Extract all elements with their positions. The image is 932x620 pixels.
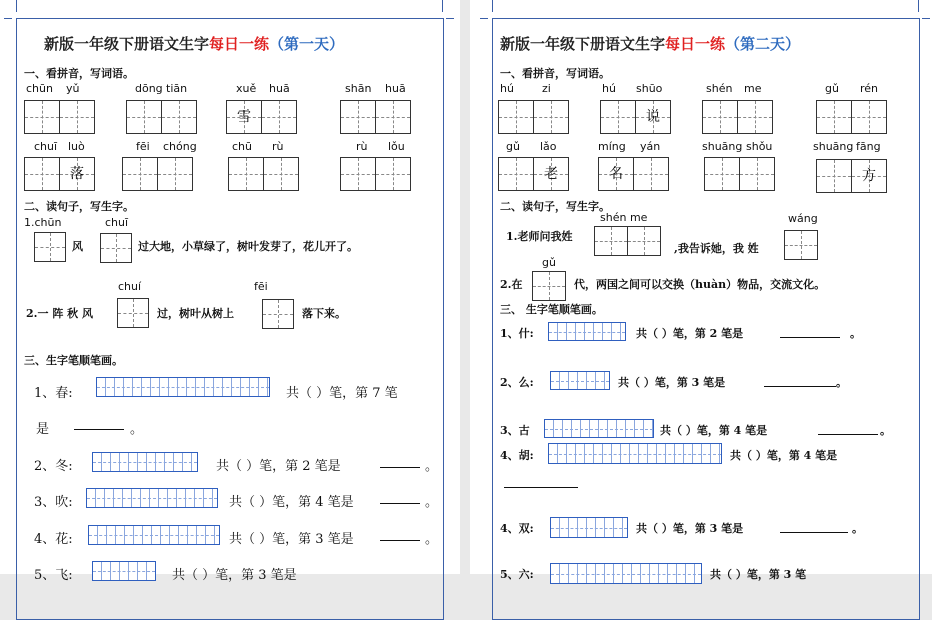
page-gap <box>460 0 470 574</box>
tianzi-grid[interactable] <box>117 298 149 328</box>
corner-mark <box>4 18 12 19</box>
stroke-question-text: 。 <box>836 376 847 389</box>
pinyin-label: rù <box>356 140 368 153</box>
corner-mark <box>446 18 454 19</box>
stroke-question-text: 共（ ）笔，第 4 笔是 <box>660 424 768 437</box>
pinyin-label: rù <box>272 140 284 153</box>
pinyin-label: hú <box>500 82 514 95</box>
stroke-order-boxes[interactable] <box>550 517 628 538</box>
tianzi-grid[interactable]: 说 <box>600 100 671 134</box>
stroke-question-text: 。 <box>880 424 891 437</box>
corner-mark <box>492 0 493 12</box>
stroke-question-text: 是 <box>36 422 50 437</box>
pinyin-label: shén <box>706 82 733 95</box>
answer-blank[interactable] <box>780 519 848 533</box>
section-heading-strokes: 三、生字笔顺笔画。 <box>24 354 123 367</box>
corner-mark <box>442 0 443 12</box>
section-heading-strokes: 三、 生字笔顺笔画。 <box>500 303 603 316</box>
stroke-order-boxes[interactable] <box>544 419 654 438</box>
stroke-question-text: 。 <box>425 495 439 510</box>
tianzi-grid[interactable] <box>126 100 197 134</box>
answer-blank[interactable] <box>380 527 420 541</box>
pinyin-label: zi <box>542 82 551 95</box>
tianzi-grid[interactable]: 老 <box>498 157 569 191</box>
sentence-text: 代，两国之间可以交换（huàn）物品，交流文化。 <box>574 278 826 291</box>
stroke-order-boxes[interactable] <box>92 561 156 581</box>
answer-blank[interactable] <box>780 324 840 338</box>
section-heading-sentences: 二、读句子，写生字。 <box>24 200 134 213</box>
tianzi-grid[interactable] <box>498 100 569 134</box>
stroke-question-label: 4、双: <box>500 522 534 535</box>
sentence-text: 风 <box>72 240 83 253</box>
pinyin-label: shǒu <box>746 140 773 153</box>
pinyin-label: dōng <box>135 82 163 95</box>
tianzi-grid[interactable] <box>340 157 411 191</box>
stroke-question-text: 。 <box>425 459 439 474</box>
stroke-order-boxes[interactable] <box>86 488 218 508</box>
pinyin-label: lǎo <box>540 140 557 153</box>
pinyin-label: shūo <box>636 82 663 95</box>
sentence-text: 过大地，小草绿了，树叶发芽了，花儿开了。 <box>138 240 358 253</box>
stroke-question-label: 1、春: <box>34 386 73 401</box>
corner-mark <box>918 0 919 12</box>
tianzi-grid[interactable] <box>34 232 66 262</box>
tianzi-grid[interactable] <box>702 100 773 134</box>
stroke-question-text: 。 <box>130 422 144 437</box>
stroke-question-text: 共（ ）笔，第 3 笔 <box>710 568 807 581</box>
sentence-text: 2.在 <box>500 278 523 291</box>
pinyin-label: shān <box>345 82 372 95</box>
stroke-question-text: 共（ ）笔，第 3 笔是 <box>618 376 726 389</box>
section-heading-pinyin: 一、看拼音，写词语。 <box>24 67 134 80</box>
answer-blank[interactable] <box>74 416 124 430</box>
pinyin-label: xuě <box>236 82 257 95</box>
stroke-order-boxes[interactable] <box>550 371 610 390</box>
pinyin-label: wáng <box>788 212 818 225</box>
tianzi-grid[interactable] <box>594 226 661 256</box>
pinyin-label: me <box>744 82 762 95</box>
stroke-order-boxes[interactable] <box>92 452 198 472</box>
sentence-text: 落下来。 <box>302 307 346 320</box>
pinyin-label: rén <box>860 82 879 95</box>
stroke-question-text: 共（ ）笔，第 2 笔是 <box>636 327 744 340</box>
pinyin-label: shuāng <box>702 140 743 153</box>
pinyin-label: tiān <box>166 82 188 95</box>
section-heading-sentences: 二、读句子，写生字。 <box>500 200 610 213</box>
stroke-question-text: 共（ ）笔，第 3 笔是 <box>229 532 354 547</box>
corner-mark <box>922 18 930 19</box>
worksheet-title: 新版一年级下册语文生字每日一练（第一天） <box>44 35 345 53</box>
stroke-question-text: 共（ ）笔，第 3 笔是 <box>172 568 297 583</box>
tianzi-grid[interactable] <box>784 230 818 260</box>
tianzi-grid[interactable]: 落 <box>24 157 95 191</box>
tianzi-grid[interactable] <box>704 157 775 191</box>
sentence-text: 1.老师问我姓 <box>506 230 573 243</box>
tianzi-grid[interactable]: 名 <box>598 157 669 191</box>
stroke-question-text: 共（ ）笔，第 7 笔 <box>286 386 398 401</box>
stroke-question-label: 4、花: <box>34 532 73 547</box>
stroke-order-boxes[interactable] <box>548 322 626 341</box>
answer-blank[interactable] <box>380 454 420 468</box>
stroke-question-text: 共（ ）笔，第 4 笔是 <box>229 495 354 510</box>
tianzi-grid[interactable] <box>262 299 294 329</box>
stroke-order-boxes[interactable] <box>96 377 270 397</box>
answer-blank[interactable] <box>818 421 878 435</box>
answer-blank[interactable] <box>504 474 578 488</box>
pinyin-label: gǔ <box>825 82 839 95</box>
pinyin-label: huā <box>385 82 406 95</box>
worksheet-page-day2 <box>470 0 932 581</box>
stroke-order-boxes[interactable] <box>550 563 702 584</box>
answer-blank[interactable] <box>380 490 420 504</box>
corner-mark <box>16 0 17 12</box>
pinyin-label: chuī <box>34 140 58 153</box>
tianzi-grid[interactable] <box>340 100 411 134</box>
pinyin-label: fēi <box>136 140 150 153</box>
stroke-question-label: 1、什: <box>500 327 534 340</box>
pinyin-label: shén me <box>600 211 648 224</box>
answer-blank[interactable] <box>764 373 836 387</box>
pinyin-label: chūn <box>26 82 53 95</box>
pinyin-label: lǒu <box>388 140 405 153</box>
pinyin-label: hú <box>602 82 616 95</box>
tianzi-grid[interactable] <box>816 100 887 134</box>
stroke-question-label: 5、飞: <box>34 568 73 583</box>
sentence1-number-pinyin: 1.chūn <box>24 216 62 229</box>
pinyin-label: fāng <box>856 140 881 153</box>
stroke-question-text: 共（ ）笔，第 3 笔是 <box>636 522 744 535</box>
sentence-text: 过，树叶从树上 <box>157 307 234 320</box>
pinyin-label: chuí <box>118 280 142 293</box>
tianzi-grid[interactable]: 雪 <box>226 100 297 134</box>
pinyin-label: yǔ <box>66 82 80 95</box>
stroke-order-boxes[interactable] <box>88 525 220 545</box>
stroke-question-text: 。 <box>850 327 861 340</box>
pinyin-label: huā <box>269 82 290 95</box>
stroke-question-text: 共（ ）笔，第 2 笔是 <box>216 459 341 474</box>
stroke-question-text: 。 <box>852 522 863 535</box>
section-heading-pinyin: 一、看拼音，写词语。 <box>500 67 610 80</box>
stroke-question-label: 3、吹: <box>34 495 73 510</box>
pinyin-label: luò <box>68 140 85 153</box>
pinyin-label: míng <box>598 140 626 153</box>
tianzi-grid[interactable] <box>228 157 299 191</box>
stroke-question-label: 5、六: <box>500 568 534 581</box>
pinyin-label: chóng <box>163 140 197 153</box>
sentence-text: ,我告诉她，我 姓 <box>674 242 759 255</box>
stroke-question-label: 3、古 <box>500 424 530 437</box>
tianzi-grid[interactable]: 方 <box>816 159 887 193</box>
pinyin-label: gǔ <box>506 140 520 153</box>
stroke-question-label: 4、胡: <box>500 449 534 462</box>
sentence-text: 2.一 阵 秋 风 <box>26 307 93 320</box>
tianzi-grid[interactable] <box>532 271 566 301</box>
tianzi-grid[interactable] <box>122 157 193 191</box>
stroke-question-label: 2、冬: <box>34 459 73 474</box>
stroke-order-boxes[interactable] <box>548 443 722 464</box>
pinyin-label: chū <box>232 140 252 153</box>
tianzi-grid[interactable] <box>100 233 132 263</box>
worksheet-page-day1 <box>0 0 460 583</box>
pinyin-label: fēi <box>254 280 268 293</box>
pinyin-label: shuāng <box>813 140 854 153</box>
stroke-question-label: 2、么: <box>500 376 534 389</box>
worksheet-title: 新版一年级下册语文生字每日一练（第二天） <box>500 35 801 53</box>
pinyin-label: gǔ <box>542 256 556 269</box>
stroke-question-text: 。 <box>425 532 439 547</box>
pinyin-label: chuī <box>105 216 129 229</box>
corner-mark <box>480 18 488 19</box>
tianzi-grid[interactable] <box>24 100 95 134</box>
stroke-question-text: 共（ ）笔，第 4 笔是 <box>730 449 838 462</box>
pinyin-label: yán <box>640 140 661 153</box>
